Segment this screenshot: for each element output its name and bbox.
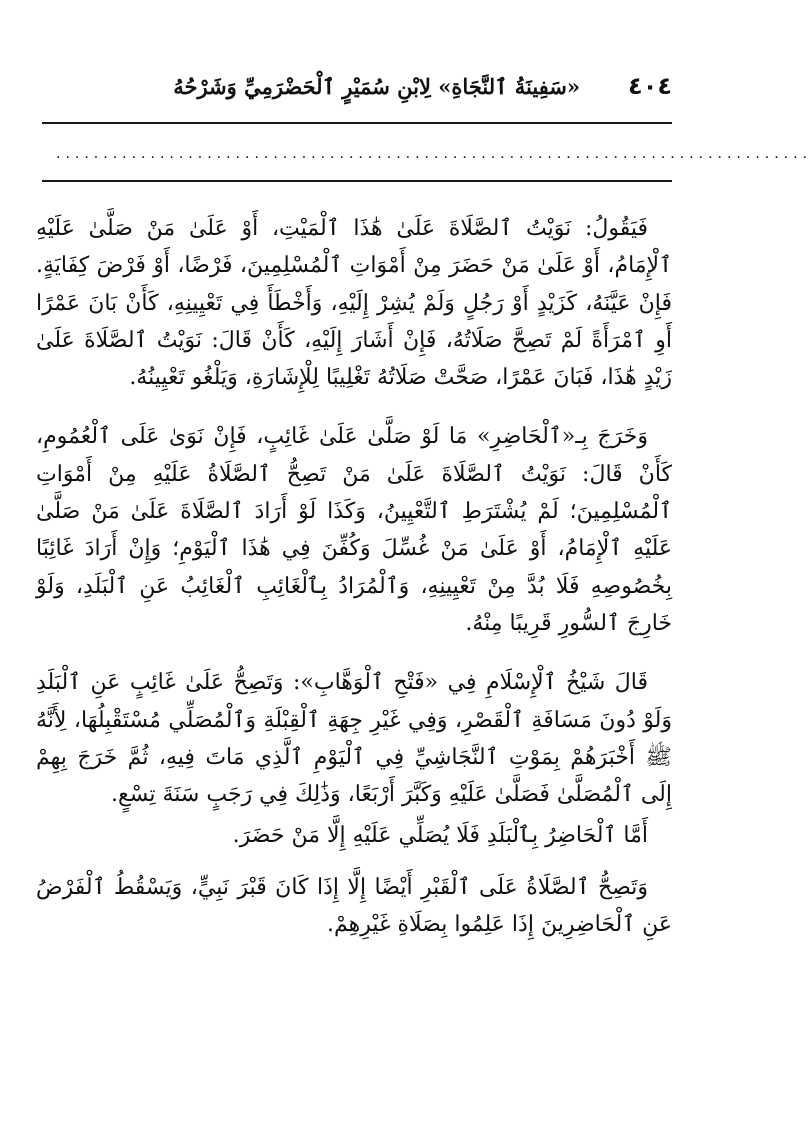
section-rule <box>42 180 672 182</box>
paragraph-fath-al-wahhab: قَالَ شَيْخُ ٱلْإِسْلَامِ فِي «فَتْحِ ٱلْوَهَّابِ»: وَتَصِحُّ عَلَىٰ غَائِبٍ عَنِ ٱلْبَلَدِ وَلَوْ دُونَ مَسَافَةِ ٱلْقَصْرِ، وَفِي غَيْرِ جِهَةِ ٱلْقِبْلَةِ وَٱلْمُصَلِّي مُسْتَقْبِلُهَا، لِأَنَّهُ ﷺ أَخْبَرَهُمْ بِمَوْتِ ٱلنَّجَاشِيِّ فِي ٱلْيَوْمِ ٱلَّذِي مَاتَ فِيهِ، ثُمَّ خَرَجَ بِهِمْ إِلَى ٱلْمُصَلَّىٰ فَصَلَّىٰ عَلَيْهِ وَكَبَّرَ أَرْبَعًا، وَذَٰلِكَ فِي رَجَبٍ سَنَةَ تِسْعٍ. <box>36 670 672 808</box>
page-header <box>40 68 672 110</box>
dotted-separator: ................................................................................ <box>56 146 812 162</box>
paragraph-niyyah: فَيَقُولُ: نَوَيْتُ ٱلصَّلَاةَ عَلَىٰ هَٰذَا ٱلْمَيْتِ، أَوْ عَلَىٰ مَنْ صَلَّىٰ عَلَيْهِ ٱلْإِمَامُ، أَوْ عَلَىٰ مَنْ حَضَرَ مِنْ أَمْوَاتِ ٱلْمُسْلِمِينَ، فَرْضًا، أَوْ فَرْضَ كِفَايَةٍ. فَإِنْ عَيَّنَهُ، كَزَيْدٍ أَوْ رَجُلٍ وَلَمْ يُشِرْ إِلَيْهِ، وَأَخْطَأَ فِي تَعْيِينِهِ، كَأَنْ بَانَ عَمْرًا أَوِ ٱمْرَأَةً لَمْ تَصِحَّ صَلَاتُهُ، فَإِنْ أَشَارَ إِلَيْهِ، كَأَنْ قَالَ: نَوَيْتُ ٱلصَّلَاةَ عَلَىٰ زَيْدٍ هَٰذَا، فَبَانَ عَمْرًا، صَحَّتْ صَلَاتُهُ تَغْلِيبًا لِلْإِشَارَةِ، وَيَلْغُو تَعْيِينُهُ. <box>36 216 672 391</box>
paragraph-hadir: أَمَّا ٱلْحَاضِرُ بِٱلْبَلَدِ فَلَا يُصَلِّي عَلَيْهِ إِلَّا مَنْ حَضَرَ. <box>232 823 648 849</box>
paragraph-ghaib: وَخَرَجَ بِـ«ٱلْحَاضِرِ» مَا لَوْ صَلَّىٰ عَلَىٰ غَائِبٍ، فَإِنْ نَوَىٰ عَلَى ٱلْعُمُومِ، كَأَنْ قَالَ: نَوَيْتُ ٱلصَّلَاةَ عَلَىٰ مَنْ تَصِحُّ ٱلصَّلَاةُ عَلَيْهِ مِنْ أَمْوَاتِ ٱلْمُسْلِمِينَ؛ لَمْ يُشْتَرَطِ ٱلتَّعْيِينُ، وَكَذَا لَوْ أَرَادَ ٱلصَّلَاةَ عَلَىٰ مَنْ صَلَّىٰ عَلَيْهِ ٱلْإِمَامُ، أَوْ عَلَىٰ مَنْ غُسِّلَ وَكُفِّنَ فِي هَٰذَا ٱلْيَوْمِ؛ وَإِنْ أَرَادَ غَائِبًا بِخُصُوصِهِ فَلَا بُدَّ مِنْ تَعْيِينِهِ، وَٱلْمُرَادُ بِٱلْغَائِبِ ٱلْغَائِبُ عَنِ ٱلْبَلَدِ، وَلَوْ خَارِجَ ٱلسُّورِ قَرِيبًا مِنْهُ. <box>36 424 672 636</box>
main-text <box>36 210 672 943</box>
header-rule <box>42 122 672 124</box>
paragraph-qabr: وَتَصِحُّ ٱلصَّلَاةُ عَلَى ٱلْقَبْرِ أَيْضًا إِلَّا إِذَا كَانَ قَبْرَ نَبِيٍّ، وَيَسْقُطُ ٱلْفَرْضُ عَنِ ٱلْحَاضِرِينَ إِذَا عَلِمُوا بِصَلَاةِ غَيْرِهِمْ. <box>36 874 672 938</box>
running-title: «سَفِينَةُ ٱلنَّجَاةِ» لِابْنِ سُمَيْرٍ ٱلْحَضْرَمِيِّ وَشَرْحُهُ <box>173 74 580 99</box>
page-number: ٤٠٤ <box>628 72 672 100</box>
